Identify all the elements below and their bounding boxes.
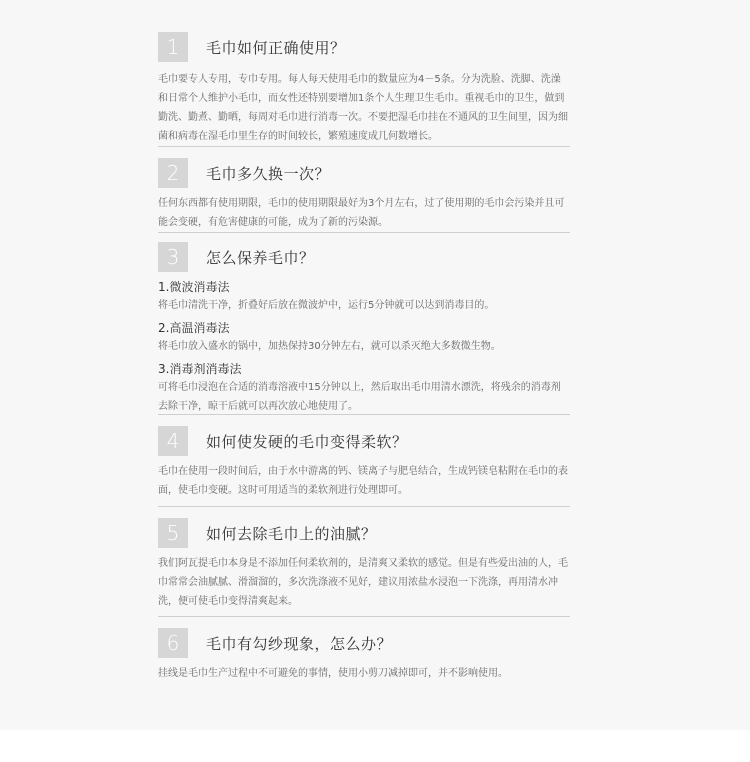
section-number-badge: 2 xyxy=(158,158,188,188)
section-title: 毛巾有勾纱现象，怎么办？ xyxy=(206,634,393,653)
section-body: 我们阿瓦提毛巾本身是不添加任何柔软剂的，是清爽又柔软的感觉。但是有些爱出油的人，毛巾常常会油腻腻、滑溜溜的，多次洗涤液不见好，建议用浓盐水浸泡一下洗涤，再用清水冲洗，便可使毛巾变得清爽起来。 xyxy=(158,558,568,607)
section-title: 怎么保养毛巾？ xyxy=(206,248,315,267)
section-title: 毛巾多久换一次？ xyxy=(206,164,331,183)
subtext-high-temp: 将毛巾放入盛水的锅中，加热保持30分钟左右，就可以杀灭绝大多数微生物。 xyxy=(158,341,501,352)
section-5 xyxy=(158,518,570,611)
section-number-badge: 1 xyxy=(158,32,188,62)
section-number-badge: 6 xyxy=(158,628,188,658)
section-header xyxy=(158,426,570,456)
section-header xyxy=(158,518,570,548)
section-title: 如何去除毛巾上的油腻？ xyxy=(206,524,377,543)
divider xyxy=(158,506,570,507)
subheading-disinfectant: 3.消毒剂消毒法 xyxy=(158,362,242,376)
section-4 xyxy=(158,426,570,500)
divider xyxy=(158,146,570,147)
section-number-badge: 3 xyxy=(158,242,188,272)
section-body: 挂线是毛巾生产过程中不可避免的事情，使用小剪刀减掉即可，并不影响使用。 xyxy=(158,668,508,679)
section-number-badge: 5 xyxy=(158,518,188,548)
section-title: 毛巾如何正确使用？ xyxy=(206,38,346,57)
section-1 xyxy=(158,32,570,146)
section-6 xyxy=(158,628,570,683)
divider xyxy=(158,414,570,415)
divider xyxy=(158,616,570,617)
section-title: 如何使发硬的毛巾变得柔软？ xyxy=(206,432,408,451)
section-2 xyxy=(158,158,570,232)
section-number-badge: 4 xyxy=(158,426,188,456)
section-header xyxy=(158,32,570,62)
subheading-microwave: 1.微波消毒法 xyxy=(158,280,230,294)
section-body: 毛巾在使用一段时间后，由于水中游离的钙、镁离子与肥皂结合，生成钙镁皂粘附在毛巾的表面，使毛巾变硬。这时可用适当的柔软剂进行处理即可。 xyxy=(158,466,568,496)
section-body: 毛巾要专人专用，专巾专用。每人每天使用毛巾的数量应为4－5条。分为洗脸、洗脚、洗澡和日常个人维护小毛巾，而女性还特别要增加1条个人生理卫生毛巾。重视毛巾的卫生，做到勤洗、勤煮、勤晒，每周对毛巾进行消毒一次。不要把湿毛巾挂在不通风的卫生间里，因为细菌和病毒在湿毛巾里生存的时间较长，繁殖速度成几何数增长。 xyxy=(158,74,568,142)
subheading-high-temp: 2.高温消毒法 xyxy=(158,321,230,335)
subtext-disinfectant: 可将毛巾浸泡在合适的消毒溶液中15分钟以上，然后取出毛巾用清水漂洗，将残余的消毒剂去除干净，晾干后就可以再次放心地使用了。 xyxy=(158,382,561,412)
section-header xyxy=(158,158,570,188)
divider xyxy=(158,232,570,233)
section-header xyxy=(158,242,570,272)
section-3 xyxy=(158,242,570,416)
section-header xyxy=(158,628,570,658)
subtext-microwave: 将毛巾清洗干净，折叠好后放在微波炉中，运行5分钟就可以达到消毒目的。 xyxy=(158,300,495,311)
section-body xyxy=(158,278,570,416)
section-body: 任何东西都有使用期限，毛巾的使用期限最好为3个月左右，过了使用期的毛巾会污染并且可能会变硬，有危害健康的可能，成为了新的污染源。 xyxy=(158,198,565,228)
